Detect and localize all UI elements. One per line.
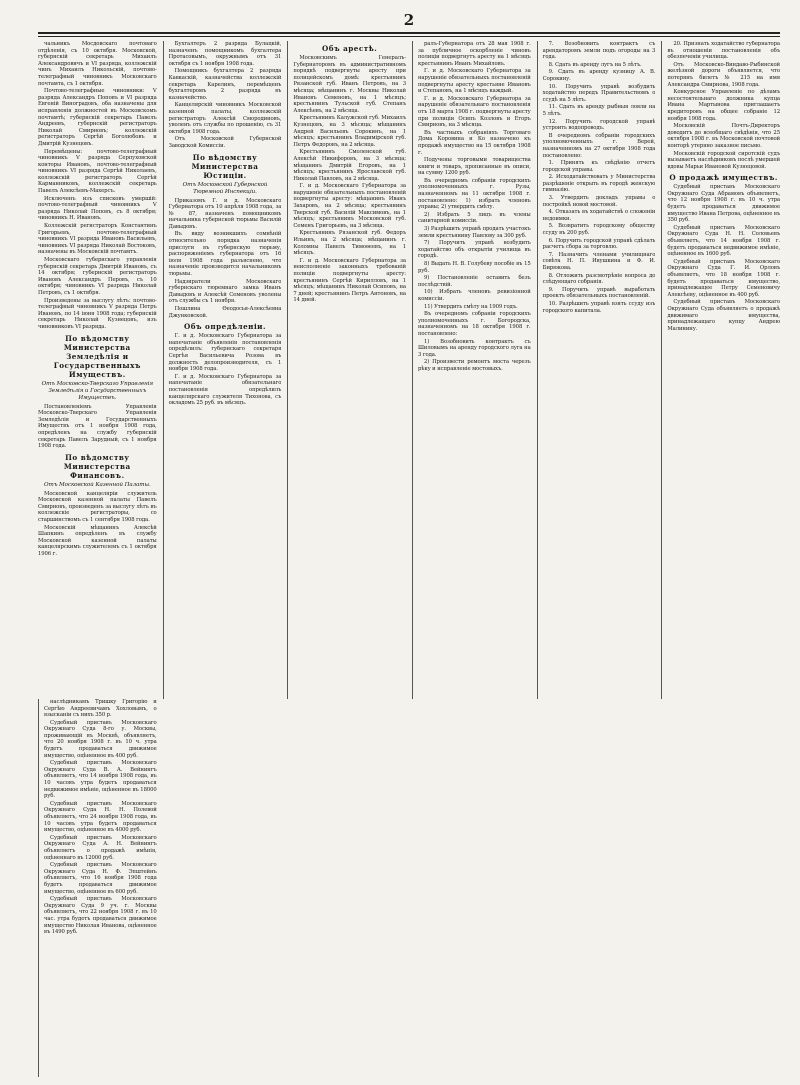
paragraph: 11. Сдать въ аренду рыбныя ловли на 5 лѣтъ. [542,104,656,117]
paragraph: Подучены торговыми товарищества книги и товаръ, прописанные въ описи, на сумму 1200 руб. [417,157,531,177]
paragraph: 3. Утвердить докладъ управы о постройкѣ новой мостовой. [542,195,656,208]
paragraph: Г. и д. Московскаго Губернатора за нарушеніе обязательныхъ постановленій подвергнуты аресту: мѣщанинъ Иванъ Захаровъ, на 2 мѣсяца; крестьянинъ Тверской губ. Василій Максимовъ, на 1 мѣсяцъ; крестьянинъ Московской губ. Семенъ Григорьевъ, на 3 мѣсяца. [293,183,406,229]
paragraph: Постановленіемъ Управленія Московско-Тверскаго Управленія Земледѣлія и Государственныхъ Имуществъ отъ 1 ноября 1908 года, опредѣленъ на службу губернскій секретарь Павелъ Зарудный, съ 1 ноября 1908 года. [38,403,157,450]
paragraph: Судебный приставъ Московскаго Окружнаго Суда Н. Н. Соловьевъ объявляетъ, что 14 ноября 1908 г. будетъ продаваться недвижимое имѣніе, оцѣненное въ 1600 руб. [667,224,780,258]
section-heading: О продажѣ имуществъ. [669,173,778,183]
paragraph: Крестьянинъ Смоленской губ. Алексѣй Никифоровъ, на 3 мѣсяца; мѣщанинъ Дмитрій Егоровъ, на 1 мѣсяцъ; крестьянинъ Ярославской губ. Николай Павловъ, на 2 мѣсяца. [293,149,406,182]
paragraph: Бухгалтеръ 2 разряда Булацкій, назначенъ помощникомъ бухгалтера Протасовымъ, окружнымъ отъ 31 октября съ 1 ноября 1908 года. [168,41,282,67]
paragraph: Московскаго губернскаго управленія губернскій секретарь Дмитрій Ивановъ, съ 14 октября; губернскій регистраторъ Ивановъ Александръ Перовъ, съ 10 октября; чиновникъ VI разряда Николай Петровъ, съ 1 октября. [38,257,157,296]
paragraph: Коллежскій регистраторъ Константинъ Григорьевъ, почтово-телеграфный чиновникъ VI разряда Ивановъ Васильевъ, чиновникъ VI разряда Николай Востоковъ, назначены въ Московскій почтамтъ. [38,223,157,256]
paragraph: наслѣдникамъ Тришку Григорію и Сергѣю Андреевичамъ Хохловымъ, о взысканіи съ нихъ 350 р. [44,698,157,719]
paragraph: Приказомъ Г. и д. Московскаго Губернатора отъ 10 апрѣля 1908 года, за № 87, назначенъ помощникомъ начальника губернской тюрьмы Василій Давыдовъ. [168,197,282,230]
paragraph: Судебный приставъ Московскаго Окружнаго Суда Н. Н. Полевой объявляетъ, что 24 ноября 1908 года, въ 10 часовъ утра будетъ продаваться имущество, оцѣненное въ 4000 руб. [44,800,157,834]
paragraph: 9) Постановленіе оставить безъ послѣдствій. [417,275,531,288]
paragraph: Судебный приставъ Московскаго Окружнаго Суда Н. Ф. Эпштейнъ объявляетъ, что 16 ноября 1908 года будетъ продаваться движимое имущество, оцѣненное въ 600 руб. [44,862,157,895]
paragraph: Судебный приставъ Московскаго Окружнаго Суда Г. И. Орловъ объявляетъ, что 18 ноября 1908 г. будетъ продаваться имущество, принадлежащее Петру Семеновичу Алексѣеву, оцѣненное въ 400 руб. [667,258,780,298]
paragraph: 1) Возобновить контрактъ съ Шиловымъ на аренду городского луга на 3 года. [417,338,531,358]
paragraph: 8) Выдать Н. В. Голубеву пособіе въ 15 руб. [417,261,531,274]
section-subheading: Отъ Московской Губернской Тюремной Инспекціи. [182,181,268,195]
paragraph: 2) Произвести ремонтъ моста черезъ рѣку и исправленіе мостовыхъ. [417,359,531,372]
paragraph: Судебный приставъ Московскаго Окружнаго Суда объявляетъ о продажѣ движимаго имущества, принадлежащаго купцу Андрею Малинину. [667,299,780,332]
paragraph: 2. Исходатайствовать у Министерства разрѣшеніе открыть въ городѣ женскую гимназію. [542,174,656,194]
paragraph: Перемѣщены: почтово-телеграфный чиновникъ V разряда Серпуховской конторы Ивановъ, почтово-телеграфный чиновникъ VI разряда Сергѣй Николаевъ, коллежскій регистраторъ Сергѣй Карманниковъ, коллежскій секретарь Павелъ Алексѣевъ-Махерсъ. [38,148,157,195]
paragraph: Исключенъ изъ списковъ умершій: почтово-телеграфный чиновникъ V разряда Николай Поповъ, съ 8 октября; чиновникъ Н. Ивановъ. [38,195,157,222]
paragraph: Г. и д. Московскаго Губернатора за нарушеніе обязательнаго постановленія отъ 18 марта 1908 г. подвергнуты аресту при полиціи Осипъ Козловъ и Егоръ Смирновъ, на 3 мѣсяца. [417,95,531,129]
paragraph: 10. Поручить управѣ возбудить ходатайство передъ Правительствомъ о ссудѣ на 5 лѣтъ. [542,83,656,103]
paragraph: Судебный приставъ Московскаго Окружнаго Суда В. А. Вейнингъ объявляетъ, что 14 ноября 1908 года, въ 10 часовъ утра будетъ продаваться недвижимое имѣніе, оцѣненное въ 18000 руб. [44,760,157,800]
paragraph: 4. Отказать въ ходатайствѣ о сложеніи недоимки. [542,209,656,222]
paragraph: Пошлина Өеодосья-Алексѣевна Джунковской. [168,306,282,319]
section-heading: Объ арестѣ. [322,44,378,53]
paragraph: Отъ Московско-Виндаво-Рыбинской желѣзной дороги объявляется, что потерянъ билетъ № 215 на имя Александра Смирнова, 1908 года. [667,61,780,88]
section-heading: По вѣдомству Министерства Финансовъ. [63,452,131,480]
paragraph: Судебный приставъ Московскаго Окружнаго Суда Абрамовъ объявляетъ, что 12 ноября 1908 г. въ 10 ч. утра будетъ продаваться движимое имущество Ивана Петрова, оцѣненное въ 350 руб. [667,184,780,224]
paragraph: Въ частныхъ собраніяхъ Торговаго Дома Коровина и Ко назначено къ продажѣ имущество на 15 октября 1908 г. [417,129,531,156]
header-rule [38,32,780,37]
paragraph: 2) Избрать 5 лицъ въ члены санитарной комиссіи. [417,211,531,225]
paragraph: Г. и д. Московскаго Губернатора за напечатаніе обязательнаго постановленія опредѣлилъ канцелярскаго служителя Тихонова, съ окладомъ 25 руб. въ мѣсяцъ. [168,373,282,407]
paragraph: 1. Принять къ свѣдѣнію отчетъ городской управы. [542,160,656,173]
section-heading: По вѣдомству Министерства Земледѣлія и Государственныхъ Имуществъ. [53,333,141,379]
paragraph: Московскимъ Генералъ-Губернаторомъ въ административномъ порядкѣ подвергнуты аресту при полицейскомъ домѣ: крестьянинъ Рязанской губ. Иванъ Петровъ, на 3 мѣсяца; мѣщанинъ г. Москвы Николай Ивановъ Семеновъ, на 1 мѣсяцъ; крестьянинъ Тульской губ. Степанъ Алексѣевъ, на 2 мѣсяца. [293,55,406,114]
paragraph: 10) Избрать членовъ ревизіонной комиссіи. [417,289,531,302]
paragraph: Г. и д. Московскаго Губернатора за неисполненіе законныхъ требованій полиціи подвергнуты аресту: крестьянинъ Сергѣй Кирилловъ, на 1 мѣсяцъ; мѣщанинъ Николай Осиповъ, на 7 дней; крестьянинъ Петръ Антоновъ, на 14 дней. [293,257,406,304]
paragraph: Отъ Московской Губернской Заводской Комиссіи. [168,136,282,149]
paragraph: 6. Поручить городской управѣ сдѣлать расчетъ сбора за торговлю. [542,237,656,251]
paragraph: Московскій городской сиротскій судъ вызываетъ наслѣдниковъ послѣ умершей вдовы Марьи Ивановой Кузнецовой. [667,150,780,170]
paragraph: 7. Возобновить контрактъ съ арендаторомъ земли подъ огороды на 3 года. [542,41,656,61]
section-heading: По вѣдомству Министерства Юстиціи. [191,152,259,180]
text-columns [38,41,780,1077]
paragraph: Почтово-телеграфные чиновники: V разряда Александръ Поповъ и VI разряда Евгеній Виноградовъ, оба назначены для исправленія должностей въ Московскомъ почтамтѣ; губернскій секретарь Павелъ Андреевъ, губернскій регистраторъ Николай Смирновъ; коллежскій регистраторъ Сергѣй Боголюбовъ и Дмитрій Кузнецовъ. [38,88,157,147]
paragraph: Произведены за выслугу лѣтъ: почтово-телеграфный чиновникъ V разряда Петръ Ивановъ, по 14 іюня 1908 года; губернскій секретарь Николай Кузнецовъ, изъ чиновниковъ VI разряда. [38,297,157,330]
paragraph: Крестьянинъ Рязанской губ. Федоръ Ильинъ, на 2 мѣсяца; мѣщанинъ г. Коломны Павелъ Тимоѳеевъ, на 1 мѣсяцъ. [293,230,406,257]
paragraph: Судебный приставъ Московскаго Окружнаго Суда 9 уч. г. Москвы объявляетъ, что 22 ноября 1908 г. въ 10 час. утра будетъ продаваться движимое имущество Николая Иванова, оцѣненное въ 1490 руб. [44,896,157,936]
paragraph: Крестьянинъ Калужской губ. Михаилъ Кузнецовъ, на 3 мѣсяца; мѣщанинъ Андрей Васильевъ Сорокинъ, на 1 мѣсяцъ; крестьянинъ Владимірской губ. Петръ Федоровъ, на 2 мѣсяца. [293,115,406,148]
page-number: 2 [403,11,415,29]
paragraph: Г. и д. Московскаго Губернатора за напечатаніе объявленія постановленія опредѣлилъ: губернскаго секретаря Сергѣя Васильевича Розова въ должность делопроизводителя, съ 1 ноября 1908 года. [168,333,282,373]
column-2 [163,41,282,699]
paragraph: 9. Поручить управѣ выработать проектъ обязательныхъ постановленій. [542,286,656,300]
column-1 [38,41,157,699]
paragraph: 12. Поручить городской управѣ устроить водопроводъ. [542,118,656,132]
section-heading: Объ опредѣленіи. [183,322,267,332]
paragraph: Московскій мѣщанинъ Алексѣй Шапкинъ опредѣленъ въ службу Московской казенной палаты канцелярскимъ служителемъ съ 1 октября 1906 г. [38,524,157,558]
paragraph: Московской канцеляріи служитель Московской казенной палаты Павелъ Смирновъ, произведенъ за выслугу лѣтъ въ коллежскіе регистраторы, со старшинствомъ съ 1 сентября 1908 года. [38,490,157,524]
paragraph: Въ очередномъ собраніи городскихъ уполномоченныхъ г. Рузы, назначенномъ на 11 октября 1908 г. постановлено: 1) избрать членовъ управы; 2) утвердить смѣту. [417,177,531,211]
paragraph: Канцелярскій чиновникъ Московской казенной палаты, коллежскій регистраторъ Алексѣй Смородиновъ, уволенъ отъ службы по прошенію, съ 31 октября 1908 года. [168,102,282,135]
paragraph: 20. Признать ходатайство губернатора въ отношеніи постановленія объ обезпеченіи училища. [667,41,780,61]
section-subheading: Отъ Московско-Тверскаго Управленія Земледѣлія и Государственныхъ Имуществъ. [41,380,154,401]
paragraph: 8. Отложить разсмотрѣніе вопроса до слѣдующаго собранія. [542,272,656,286]
paragraph: 5. Возвратить городскому обществу ссуду въ 200 руб. [542,223,656,237]
paragraph: Въ очередномъ собраніи городскихъ уполномоченныхъ г. Богородска, назначенномъ на 18 октября 1908 г. постановлено: [417,311,531,337]
column-4 [412,41,531,699]
section-subheading: Отъ Московской Казенной Палаты. [44,481,151,488]
paragraph: ралъ-Губернатора отъ 28 мая 1908 г. за публичное оскорбленіе чиновъ полиціи подвергнутъ аресту на 1 мѣсяцъ крестьянинъ Иванъ Михайловъ. [417,41,531,67]
column-3 [287,41,406,699]
paragraph: чальникъ Мосдовскаго почтоваго отдѣленія, съ 10 октября. Московской, губернскій секретарь Михаилъ Александровичъ и VI разряда, коллежскій чинъ Михаилъ Никольскій, почтово-телеграфный чиновникъ Московскаго почтамта, съ 1 октября. [38,41,157,87]
paragraph: 10. Разрѣшить управѣ взять ссуду изъ городского капитала. [542,300,656,314]
paragraph: 3) Разрѣшить управѣ продать участокъ земли крестьянину Павлову за 300 руб. [417,226,531,239]
paragraph: Помощникъ бухгалтера 2 разряда Кавкаскій, казначейства коллежскій секретарь Карелинъ, перемѣщенъ бухгалтеромъ 2 разряда въ казначейство. [168,68,282,101]
paragraph: Конкурсное Управленіе по дѣламъ несостоятельнаго должника купца Ивана Мартынова приглашаетъ кредиторовъ на общее собраніе 12 ноября 1908 года. [667,89,780,122]
paragraph: Московскій Почтъ-Директоръ доводитъ до всеобщаго свѣдѣнія, что 25 октября 1908 г. въ Московской почтовой конторѣ утеряно заказное письмо. [667,123,780,149]
paragraph: Надзиратели Московскаго губернскаго тюремнаго замка Иванъ Давыдовъ и Алексѣй Семеновъ уволены отъ службы съ 1 ноября. [168,278,282,305]
paragraph: 8. Сдать въ аренду лугъ на 5 лѣтъ. [548,61,642,68]
paragraph: Судебный приставъ Московскаго Окружнаго Суда 8-го у. Москвы, проживающій въ Москвѣ, объявляетъ, что 20 ноября 1908 г. въ 10 ч. утра будетъ продаваться движимое имущество, оцѣненное въ 400 руб. [44,719,157,759]
paragraph: Г. и д. Московскаго Губернатора за нарушеніе обязательныхъ постановленій подвергнуты аресту крестьяне Ивановъ и Степановъ, на 1 мѣсяцъ каждый. [417,68,531,95]
paragraph: Судебный приставъ Московскаго Окружнаго Суда А. Н. Вейнингъ объявляетъ о продажѣ имѣнія, оцѣненнаго въ 12000 руб. [44,834,157,861]
paragraph: 9. Сдать въ аренду кузницу А. В. Сорокину. [542,69,656,82]
paragraph: Въ виду возникшихъ сомнѣній относительно порядка назначенія прислуги въ губернскую тюрьму, распоряженіемъ губернатора отъ 16 іюля 1908 года разъяснено, что назначеніе производится начальникомъ тюрьмы. [168,231,282,278]
column-5 [537,41,656,699]
column-6 [661,41,780,699]
paragraph: В очередномъ собраніи городскихъ уполномоченныхъ г. Верей, назначенномъ на 27 октября 1908 года постановлено: [542,132,656,159]
column-7 [38,699,157,1077]
paragraph: 7. Назначить членами училищнаго совѣта Н. П. Ивушкина и Ф. И. Бирюкова. [542,251,656,271]
paragraph: 7) Поручить управѣ возбудить ходатайство объ открытіи училища въ городѣ. [417,240,531,260]
paragraph: 11) Утвердить смѣту на 1909 годъ. [423,303,518,310]
